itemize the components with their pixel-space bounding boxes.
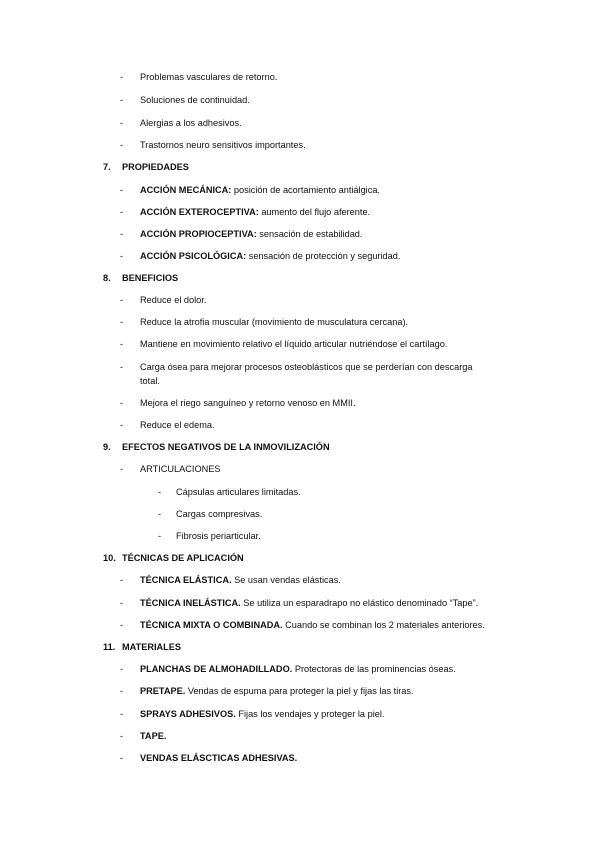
list-item-bold: TÉCNICA INELÁSTICA. bbox=[140, 598, 241, 608]
bullet-dash: - bbox=[120, 420, 124, 430]
bullet-dash: - bbox=[120, 731, 124, 741]
list-item-text bbox=[140, 686, 414, 697]
list-item-text bbox=[140, 207, 370, 218]
bullet-dash: - bbox=[120, 72, 124, 82]
list-item-rest: Cuando se combinan los 2 materiales anteriores. bbox=[282, 620, 485, 630]
section-number: 7. bbox=[103, 162, 111, 172]
list-item-rest: Protectoras de las prominencias óseas. bbox=[292, 664, 456, 674]
list-item-text: Mantiene en movimiento relativo el líquido articular nutriéndose el cartílago. bbox=[140, 339, 448, 349]
section-number: 10. bbox=[103, 553, 116, 563]
list-item-bold: PLANCHAS DE ALMOHADILLADO. bbox=[140, 664, 293, 674]
section-title: PROPIEDADES bbox=[122, 162, 189, 172]
list-item-text: Problemas vasculares de retorno. bbox=[140, 72, 278, 82]
bullet-dash: - bbox=[120, 598, 124, 608]
list-item-text: ARTICULACIONES bbox=[140, 464, 221, 474]
list-item-bold: ACCIÓN MECÁNICA: bbox=[140, 185, 232, 195]
list-item-text bbox=[140, 251, 400, 262]
section-number: 11. bbox=[103, 642, 116, 652]
bullet-dash: - bbox=[120, 709, 124, 719]
list-item-text: Reduce el dolor. bbox=[140, 295, 207, 305]
list-item-bold: ACCIÓN PROPIOCEPTIVA: bbox=[140, 229, 257, 239]
bullet-dash: - bbox=[120, 140, 124, 150]
section-title: MATERIALES bbox=[122, 642, 182, 652]
list-item-text bbox=[140, 185, 380, 196]
bullet-dash: - bbox=[120, 620, 124, 630]
list-item-text bbox=[140, 753, 297, 764]
section-title: TÉCNICAS DE APLICACIÓN bbox=[122, 553, 244, 563]
list-item-text: Soluciones de continuidad. bbox=[140, 95, 250, 105]
list-item-text: Carga ósea para mejorar procesos osteoblásticos que se perderían con descarga bbox=[140, 362, 473, 372]
list-item-bold: TÉCNICA MIXTA O COMBINADA. bbox=[140, 620, 283, 630]
list-item-text bbox=[140, 731, 166, 742]
list-item-text bbox=[140, 598, 478, 609]
bullet-dash: - bbox=[120, 251, 124, 261]
section-number: 8. bbox=[103, 273, 111, 283]
list-item-text bbox=[140, 709, 384, 720]
bullet-dash: - bbox=[158, 509, 162, 519]
list-item-bold: ACCIÓN PSICOLÓGICA: bbox=[140, 251, 247, 261]
list-item-rest: sensación de estabilidad. bbox=[256, 229, 363, 239]
sub-list-item-text: Cápsulas articulares limitadas. bbox=[176, 487, 301, 497]
section-title: BENEFICIOS bbox=[122, 273, 179, 283]
list-item-text bbox=[140, 664, 456, 675]
list-item-bold: VENDAS ELÁSCTICAS ADHESIVAS. bbox=[140, 753, 298, 763]
bullet-dash: - bbox=[120, 362, 124, 372]
bullet-dash: - bbox=[120, 753, 124, 763]
list-item-text: Reduce el edema. bbox=[140, 420, 215, 430]
section-number: 9. bbox=[103, 442, 111, 452]
bullet-dash: - bbox=[120, 664, 124, 674]
list-item-text: Trastornos neuro sensitivos importantes. bbox=[140, 140, 306, 150]
bullet-dash: - bbox=[120, 295, 124, 305]
list-item-rest: sensación de protección y seguridad. bbox=[246, 251, 401, 261]
list-item-text: Reduce la atrofia muscular (movimiento de musculatura cercana). bbox=[140, 317, 409, 327]
list-item-rest: Vendas de espuma para proteger la piel y fijas las tiras. bbox=[185, 686, 414, 696]
bullet-dash: - bbox=[120, 229, 124, 239]
bullet-dash: - bbox=[120, 339, 124, 349]
list-item-text: Mejora el riego sanguíneo y retorno venoso en MMII. bbox=[140, 398, 356, 408]
list-item-text: total. bbox=[140, 376, 160, 386]
list-item-bold: TÉCNICA ELÁSTICA. bbox=[140, 575, 232, 585]
list-item-bold: TAPE. bbox=[140, 731, 167, 741]
list-item-text bbox=[140, 575, 341, 586]
bullet-dash: - bbox=[120, 207, 124, 217]
list-item-text bbox=[140, 620, 485, 631]
list-item-rest: Fijas los vendajes y proteger la piel. bbox=[235, 709, 385, 719]
bullet-dash: - bbox=[120, 317, 124, 327]
list-item-rest: Se usan vendas elásticas. bbox=[231, 575, 341, 585]
list-item-text bbox=[140, 229, 362, 240]
bullet-dash: - bbox=[120, 118, 124, 128]
list-item-bold: ACCIÓN EXTEROCEPTIVA: bbox=[140, 207, 259, 217]
list-item-rest: Se utiliza un esparadrapo no elástico denominado “Tape”. bbox=[240, 598, 479, 608]
bullet-dash: - bbox=[120, 575, 124, 585]
section-title: EFECTOS NEGATIVOS DE LA INMOVILIZACIÓN bbox=[122, 442, 330, 452]
bullet-dash: - bbox=[158, 487, 162, 497]
sub-list-item-text: Fibrosis periarticular. bbox=[176, 531, 261, 541]
sub-list-item-text: Cargas compresivas. bbox=[176, 509, 263, 519]
bullet-dash: - bbox=[120, 95, 124, 105]
bullet-dash: - bbox=[158, 531, 162, 541]
list-item-text: Alergias a los adhesivos. bbox=[140, 118, 242, 128]
bullet-dash: - bbox=[120, 686, 124, 696]
list-item-rest: posición de acortamiento antiálgica. bbox=[231, 185, 380, 195]
bullet-dash: - bbox=[120, 464, 124, 474]
list-item-rest: aumento del flujo aferente. bbox=[258, 207, 371, 217]
bullet-dash: - bbox=[120, 185, 124, 195]
bullet-dash: - bbox=[120, 398, 124, 408]
list-item-bold: PRETAPE. bbox=[140, 686, 186, 696]
list-item-bold: SPRAYS ADHESIVOS. bbox=[140, 709, 236, 719]
